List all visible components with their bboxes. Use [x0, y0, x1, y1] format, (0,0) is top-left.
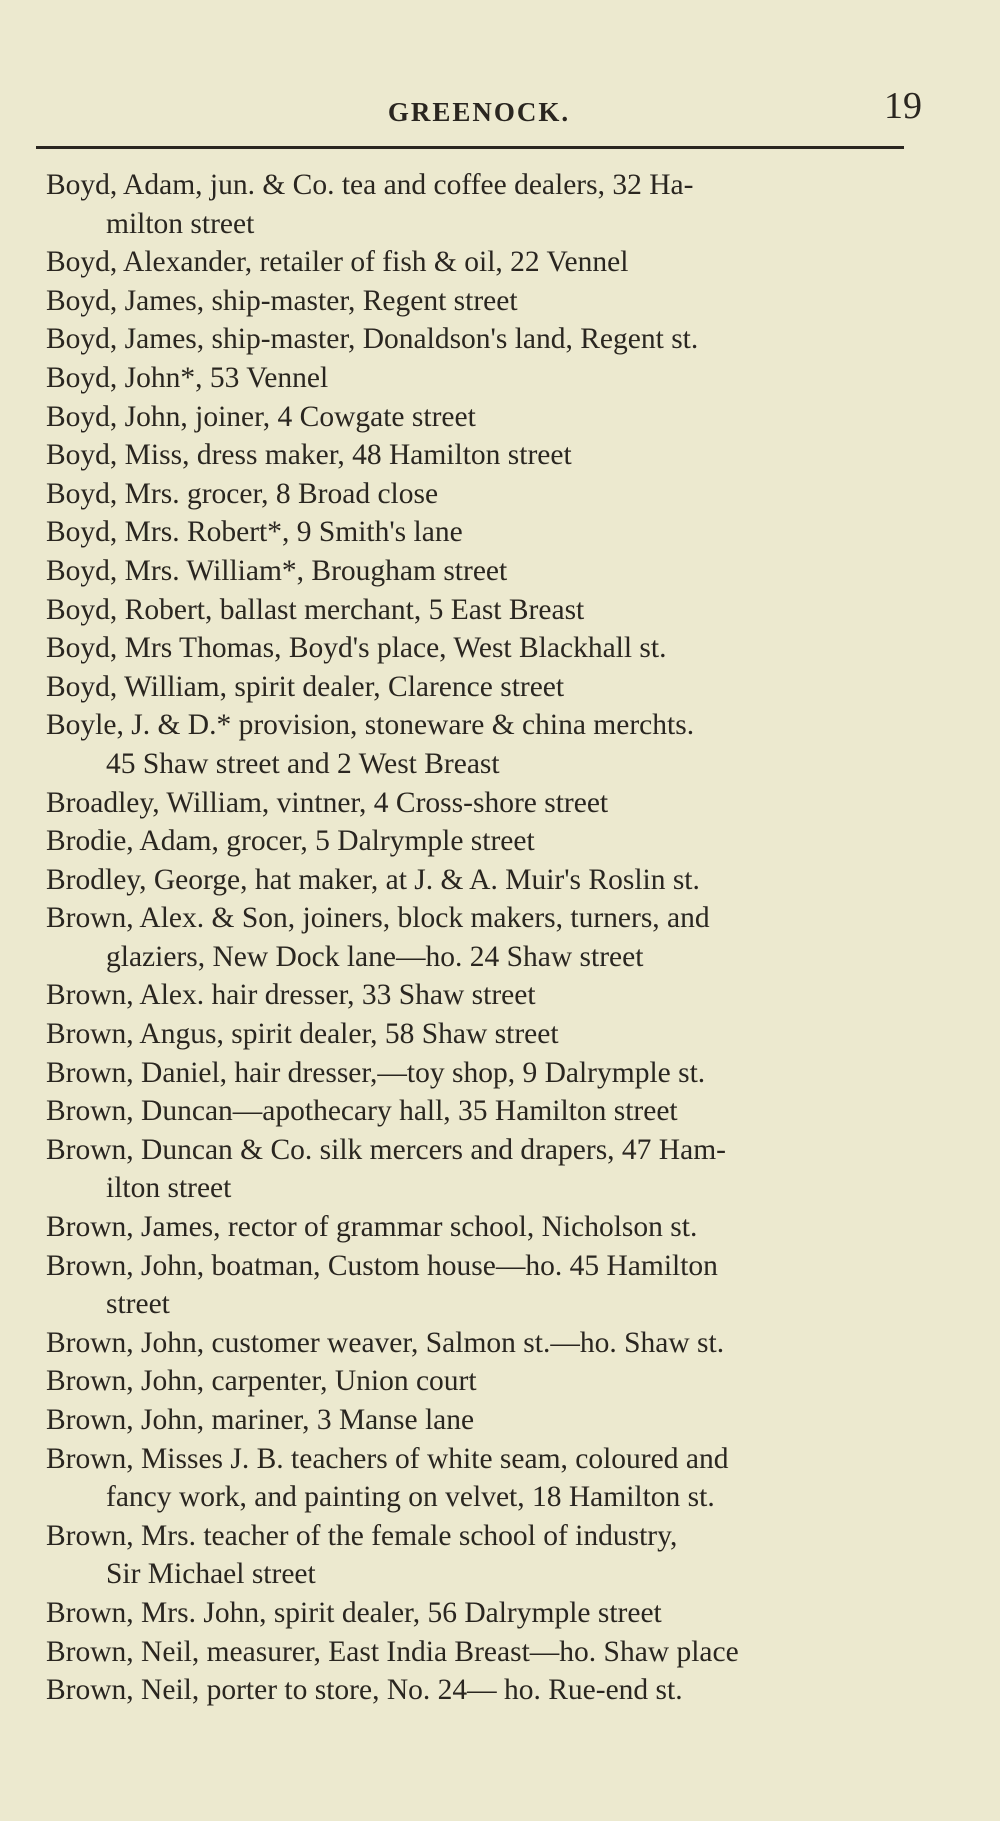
entry-line: Brown, John, boatman, Custom house—ho. 45 Hamilton: [46, 1249, 718, 1282]
directory-entry: [46, 475, 936, 514]
directory-entry: [46, 591, 936, 630]
entry-continuation-line: fancy work, and painting on velvet, 18 Hamilton st.: [106, 1481, 715, 1514]
directory-entry: [46, 1517, 936, 1594]
entry-line: Brown, James, rector of grammar school, Nicholson st.: [46, 1211, 698, 1244]
entry-line: Brown, John, mariner, 3 Manse lane: [46, 1404, 475, 1436]
entry-line: Brown, Neil, porter to store, No. 24— ho. Rue-end st.: [46, 1674, 683, 1707]
entry-line: Brown, Daniel, hair dresser,—toy shop, 9 Dalrymple st.: [46, 1056, 706, 1089]
directory-entry: [46, 629, 936, 668]
entry-line: Boyd, James, ship-master, Donaldson's land, Regent st.: [46, 323, 699, 356]
directory-entry: [46, 282, 936, 321]
entry-line: Brown, Neil, measurer, East India Breast—ho. Shaw place: [46, 1635, 739, 1668]
directory-entry: [46, 668, 936, 707]
directory-entry: [46, 899, 936, 976]
directory-entry: [46, 1054, 936, 1093]
directory-entry: [46, 436, 936, 475]
directory-entry: [46, 320, 936, 359]
entry-line: Boyd, William, spirit dealer, Clarence street: [46, 670, 565, 703]
entry-line: Boyd, Robert, ballast merchant, 5 East Breast: [46, 593, 585, 626]
entry-line: Boyd, Mrs. grocer, 8 Broad close: [46, 477, 439, 510]
entry-line: Boyd, John*, 53 Vennel: [46, 361, 329, 394]
entry-line: Broadley, William, vintner, 4 Cross-shore street: [46, 786, 609, 819]
page-title: GREENOCK.: [387, 97, 571, 127]
directory-entry: [46, 861, 936, 900]
entry-line: Boyd, James, ship-master, Regent street: [46, 284, 518, 317]
directory-entry: [46, 398, 936, 437]
entry-line: Brown, Duncan & Co. silk mercers and drapers, 47 Ham-: [46, 1133, 726, 1166]
entry-line: Brown, Alex. & Son, joiners, block makers, turners, and: [46, 902, 710, 935]
directory-entry: [46, 1092, 936, 1131]
entry-line: Brown, Misses J. B. teachers of white seam, coloured and: [46, 1442, 729, 1475]
entry-line: Boyd, Alexander, retailer of fish & oil, 22 Vennel: [46, 246, 629, 279]
directory-entry: [46, 1401, 936, 1440]
entry-line: Boyd, Miss, dress maker, 48 Hamilton street: [46, 439, 572, 472]
directory-entry: [46, 1247, 936, 1324]
directory-entry: [46, 359, 936, 398]
directory-entry: [46, 513, 936, 552]
entry-line: Boyle, J. & D.* provision, stoneware & china merchts.: [46, 709, 695, 742]
directory-entry: [46, 706, 936, 783]
entry-line: Brown, John, customer weaver, Salmon st.—ho. Shaw st.: [46, 1326, 725, 1359]
entry-line: Brown, Alex. hair dresser, 33 Shaw street: [46, 979, 536, 1012]
directory-entry: [46, 1015, 936, 1054]
entry-line: Brown, Duncan—apothecary hall, 35 Hamilton street: [46, 1095, 678, 1128]
entry-line: Brown, Mrs. John, spirit dealer, 56 Dalrymple street: [46, 1596, 662, 1629]
page-number: 19: [884, 85, 922, 127]
entry-line: Brown, John, carpenter, Union court: [46, 1365, 477, 1398]
directory-entry: [46, 1633, 936, 1672]
entry-line: Brodie, Adam, grocer, 5 Dalrymple street: [46, 825, 535, 858]
entry-line: Boyd, Adam, jun. & Co. tea and coffee dealers, 32 Ha-: [46, 169, 694, 201]
page-header: [36, 78, 922, 128]
entry-continuation-line: ilton street: [106, 1172, 232, 1205]
entry-line: Brodley, George, hat maker, at J. & A. Muir's Roslin st.: [46, 863, 700, 896]
entry-line: Brown, Mrs. teacher of the female school of industry,: [46, 1519, 678, 1552]
entry-line: Boyd, Mrs Thomas, Boyd's place, West Blackhall st.: [46, 632, 667, 665]
entry-line: Boyd, John, joiner, 4 Cowgate street: [46, 400, 476, 433]
directory-entry: [46, 1208, 936, 1247]
entry-continuation-line: 45 Shaw street and 2 West Breast: [106, 747, 500, 780]
entry-continuation-line: milton street: [106, 207, 255, 240]
directory-entry: [46, 1131, 936, 1208]
entry-continuation-line: street: [106, 1288, 170, 1321]
directory-entry: [46, 1440, 936, 1517]
entry-line: Boyd, Mrs. William*, Brougham street: [46, 554, 508, 587]
directory-entry: [46, 1362, 936, 1401]
directory-entry: [46, 822, 936, 861]
header-rule: [36, 146, 904, 149]
directory-entry: [46, 784, 936, 823]
entry-line: Boyd, Mrs. Robert*, 9 Smith's lane: [46, 516, 463, 549]
directory-entry: [46, 1324, 936, 1363]
directory-entry: [46, 1671, 936, 1710]
directory-entry: [46, 166, 936, 243]
directory-entry: [46, 976, 936, 1015]
directory-entry: [46, 1594, 936, 1633]
directory-entry: [46, 243, 936, 282]
entry-continuation-line: glaziers, New Dock lane—ho. 24 Shaw street: [106, 940, 644, 973]
entry-continuation-line: Sir Michael street: [106, 1558, 316, 1591]
directory-entries: [46, 166, 936, 1710]
entry-line: Brown, Angus, spirit dealer, 58 Shaw street: [46, 1018, 559, 1051]
directory-entry: [46, 552, 936, 591]
